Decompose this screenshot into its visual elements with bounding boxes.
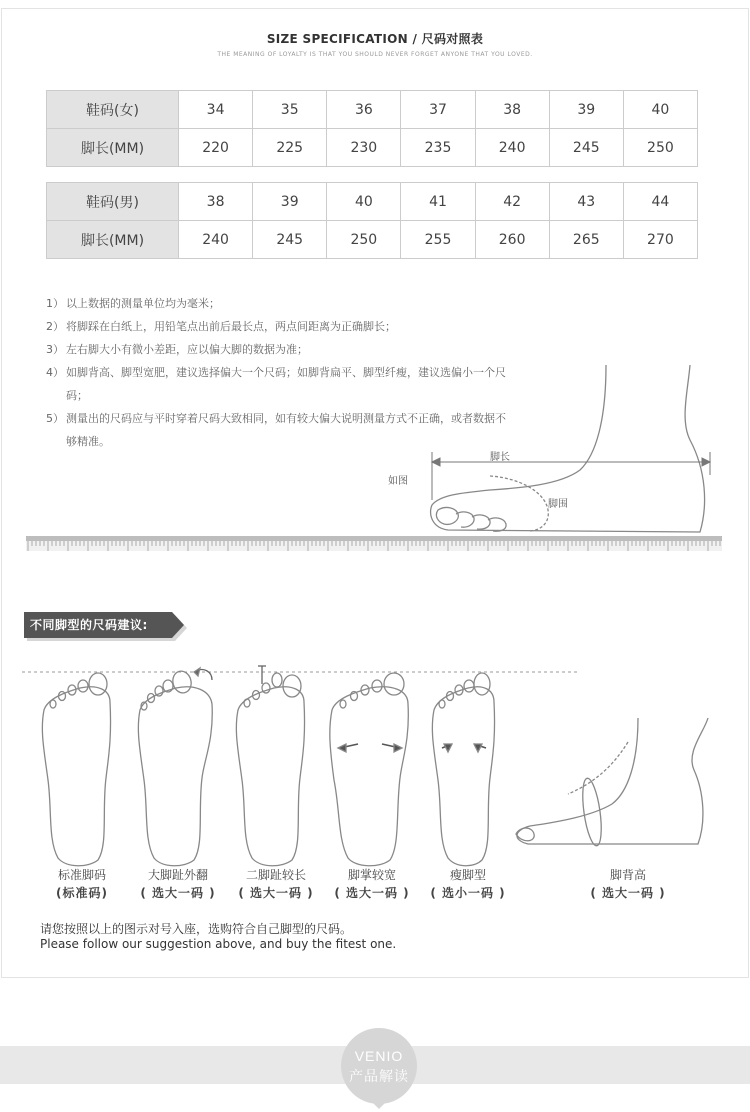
table-cell: 235 [401,129,475,167]
standard-foot-illustration [42,673,110,866]
table-cell: 36 [327,91,401,129]
advice-text-en: Please follow our suggestion above, and buy the fitest one. [40,937,397,951]
table-cell: 250 [327,221,401,259]
ruler [26,536,722,551]
foot-length-label: 脚长 [490,452,510,463]
example-label: 如图 [388,476,408,487]
wide-foot-illustration [330,673,408,866]
table-cell: 41 [401,183,475,221]
foot-type-caption: 瘦脚型 ( 选小一码 ) [430,868,506,900]
table-cell: 245 [253,221,327,259]
advice-text-cn: 请您按照以上的图示对号入座，选购符合自己脚型的尺码。 [40,922,353,936]
page-title: SIZE SPECIFICATION / 尺码对照表 [266,32,484,46]
note-item: 4） 如脚背高、脚型宽肥，建议选择偏大一个尺码；如脚背扁平、脚型纤瘦，建议选偏小一个尺码； [46,366,506,402]
table-cell: 230 [327,129,401,167]
note-item: 2） 将脚踩在白纸上，用铅笔点出前后最长点，两点间距离为正确脚长； [46,320,396,333]
foot-type-caption: 标准脚码 (标准码) [56,868,108,900]
long-second-toe-foot-illustration [236,666,304,866]
foot-type-caption: 脚掌较宽 ( 选大一码 ) [334,868,410,900]
table-cell: 245 [549,129,623,167]
row-header: 鞋码(女) [47,91,179,129]
table-cell: 265 [549,221,623,259]
note-item: 3） 左右脚大小有微小差距，应以偏大脚的数据为准； [46,343,308,356]
slim-foot-illustration [432,673,494,866]
table-cell: 39 [549,91,623,129]
table-cell: 44 [623,183,697,221]
table-cell: 43 [549,183,623,221]
brand-circle-pointer [371,1101,387,1109]
table-cell: 240 [475,129,549,167]
note-item: 5） 测量出的尺码应与平时穿着尺码大致相同，如有较大偏大说明测量方式不正确，或者数据不够精准。 [46,412,506,448]
foot-girth-label: 脚围 [548,499,568,510]
row-header: 脚长(MM) [47,221,179,259]
foot-type-caption: 大脚趾外翻 ( 选大一码 ) [140,868,216,900]
table-cell: 37 [401,91,475,129]
table-cell: 220 [179,129,253,167]
foot-type-caption: 二脚趾较长 ( 选大一码 ) [238,868,314,900]
table-cell: 270 [623,221,697,259]
row-header: 脚长(MM) [47,129,179,167]
table-cell: 40 [623,91,697,129]
table-cell: 38 [179,183,253,221]
table-cell: 39 [253,183,327,221]
table-cell: 40 [327,183,401,221]
brand-name: VENIO [354,1048,404,1064]
note-item: 1） 以上数据的测量单位均为毫米； [46,297,220,310]
page-subtitle: THE MEANING OF LOYALTY IS THAT YOU SHOULD NEVER FORGET ANYONE THAT YOU LOVED. [217,51,533,58]
bunion-foot-illustration [138,668,212,866]
table-cell: 34 [179,91,253,129]
row-header: 鞋码(男) [47,183,179,221]
table-cell: 225 [253,129,327,167]
table-cell: 260 [475,221,549,259]
high-instep-foot-illustration [516,718,708,847]
table-cell: 38 [475,91,549,129]
table-cell: 42 [475,183,549,221]
section-label: 产品解读 [349,1069,409,1085]
table-cell: 35 [253,91,327,129]
section-badge: 不同脚型的尺码建议: [30,618,148,632]
table-cell: 250 [623,129,697,167]
foot-type-caption: 脚背高 ( 选大一码 ) [590,868,666,900]
table-cell: 240 [179,221,253,259]
table-cell: 255 [401,221,475,259]
